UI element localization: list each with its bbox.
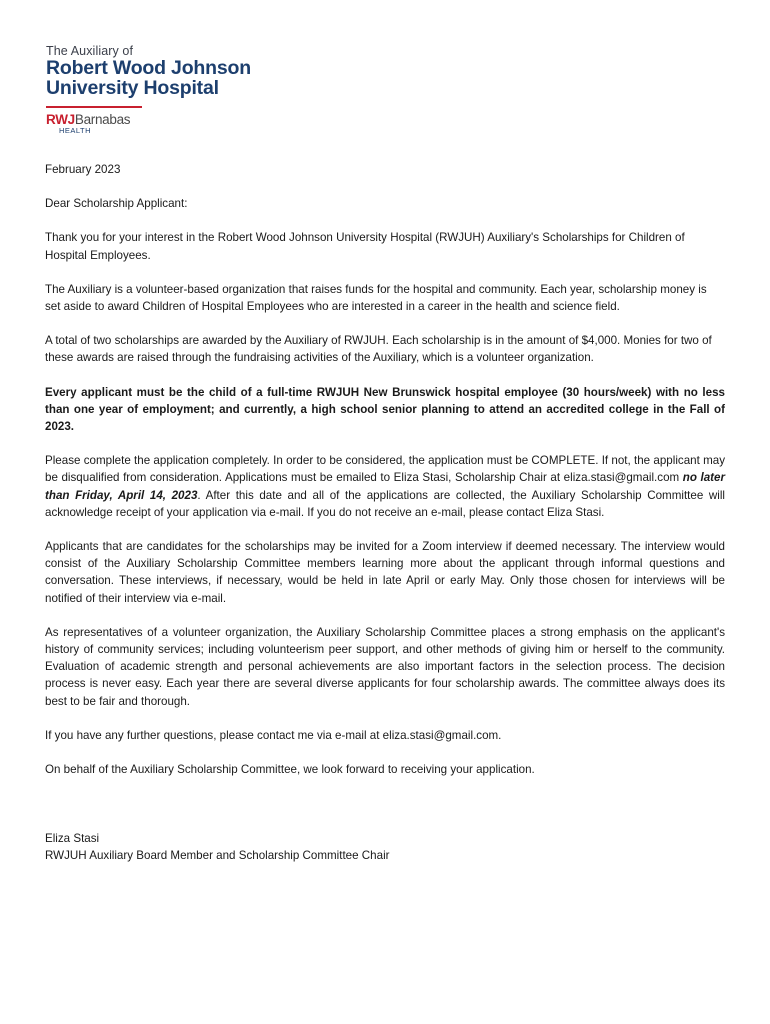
logo-org-line1: Robert Wood Johnson bbox=[46, 57, 251, 79]
auxiliary-logo bbox=[46, 44, 286, 135]
paragraph-eligibility: Every applicant must be the child of a full-time RWJUH New Brunswick hospital employee (30 hours/week) with no less than one year of employment; and currently, a high school senior planning to attend an accredited college in the Fall of 2023. bbox=[45, 385, 725, 434]
letter-body bbox=[45, 161, 725, 865]
paragraph-thanks: Thank you for your interest in the Robert Wood Johnson University Hospital (RWJUH) Auxiliary's Scholarships for Children of Hospital Employees. bbox=[45, 231, 685, 262]
logo-pre-title: The Auxiliary of bbox=[46, 44, 134, 58]
brand-red-text: RWJ bbox=[46, 112, 75, 127]
paragraph-contact: If you have any further questions, please contact me via e-mail at eliza.stasi@gmail.com. bbox=[45, 728, 502, 742]
letter-salutation: Dear Scholarship Applicant: bbox=[45, 197, 188, 211]
paragraph-about: The Auxiliary is a volunteer-based organization that raises funds for the hospital and community. Each year, scholarship money is set aside to award Children of Hospital Employees who are interested in a career in the health and science field. bbox=[45, 282, 707, 314]
signer-title: RWJUH Auxiliary Board Member and Scholarship Committee Chair bbox=[45, 849, 390, 863]
submission-text-1: Please complete the application completely. In order to be considered, the application must be COMPLETE. If not, the applicant may be disqualified from consideration. Applications must be emailed to Eliza Stasi, Scholarship Chair at eliza.stasi@gmail.com bbox=[45, 454, 725, 485]
brand-gray-text: Barnabas bbox=[74, 112, 131, 127]
logo-org-line2: University Hospital bbox=[46, 77, 219, 99]
signer-name: Eliza Stasi bbox=[45, 832, 100, 846]
submission-deadline: no later than Friday, April 14, 2023 bbox=[45, 471, 726, 502]
signature-block bbox=[45, 830, 725, 864]
paragraph-award-amount: A total of two scholarships are awarded by the Auxiliary of RWJUH. Each scholarship is in the amount of $4,000. Monies for two of these awards are raised through the fundraising activities of the Auxiliary, which is a volunteer organization. bbox=[45, 334, 712, 365]
rwjbarnabas-logo bbox=[46, 113, 286, 127]
letter-date: February 2023 bbox=[45, 163, 121, 176]
paragraph-criteria: As representatives of a volunteer organization, the Auxiliary Scholarship Committee places a strong emphasis on the applicant's history of community services; including volunteerism peer support, and other methods of giving him or herself to the community. Evaluation of academic strength and personal achievements are also important factors in the selection process. The decision process is never easy. Each year there are several diverse applicants for four scholarship awards. The committee always does its best to be fair and thorough. bbox=[45, 625, 725, 708]
paragraph-closing: On behalf of the Auxiliary Scholarship Committee, we look forward to receiving your application. bbox=[45, 763, 535, 777]
brand-sub-text: HEALTH bbox=[59, 126, 92, 135]
submission-text-2: . After this date and all of the applications are collected, the Auxiliary Scholarship Committee will acknowledge receipt of your application via e-mail. If you do not receive an e-mail, please contact Eliza Stasi. bbox=[45, 488, 726, 519]
paragraph-submission bbox=[45, 452, 725, 521]
paragraph-interview: Applicants that are candidates for the scholarships may be invited for a Zoom interview if deemed necessary. The interview would consist of the Auxiliary Scholarship Committee members learning more about the applicant through informal questions and conversation. These interviews, if necessary, would be held in late April or early May. Only those chosen for interviews will be notified of their interview via e-mail. bbox=[45, 540, 725, 605]
logo-divider bbox=[46, 106, 142, 108]
